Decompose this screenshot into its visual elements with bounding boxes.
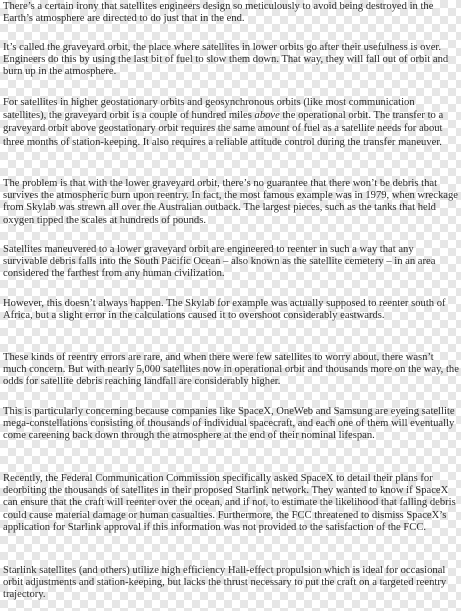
paragraph-graveyard-orbit: It’s called the graveyard orbit, the place where satellites in lower orbits go after their usefulness is over. Engineers do this by using the last bit of fuel to slow them down. That way, they will fall out of orbit and burn up in the atmosphere. [3,42,449,78]
paragraph-fcc: Recently, the Federal Communication Commission specifically asked SpaceX to detail their plans for deorbiting the thousands of satellites in their proposed Starlink network. They wanted to know if SpaceX can ensure that the craft will reenter over the ocean, and if not, to estimate the likelihood that falling debris could cause material damage or human casualties. Furthermore, the FCC threatened to dismiss SpaceX’s application for Starlink approval if this information was not provided to the satisfaction of the FCC. [3,473,456,533]
paragraph-skylab-error: However, this doesn’t always happen. The Skylab for example was actually supposed to reenter south of Africa, but a slight error in the calculations caused it to overshoot considerably eastwards. [3,298,446,322]
paragraph-geostationary-end: the operational orbit. The transfer to a graveyard orbit above geostationary orbit requires the same amount of fuel as a satellite needs for about three months of station-keeping. It also requires a reliable attitude control during the transfer maneuver. [3,110,444,148]
paragraph-geostationary [3,96,459,149]
paragraph-reentry-errors: These kinds of reentry errors are rare, and when there were few satellites to worry about, there wasn’t much concern. But with nearly 5,000 satellites now in operational orbit and thousands more on the way, the odds for satellite debris reaching landfall are considerably higher. [3,352,459,388]
paragraph-geostationary-start: For satellites in higher geostationary orbits and geosynchronous orbits (like most communication satellites), the graveyard orbit is a couple of hundred miles [3,97,415,122]
paragraph-skylab-debris: The problem is that with the lower graveyard orbit, there’s no guarantee that there won’t be debris that survives the atmospheric burn upon reentry. In fact, the most famous example was in 1979, when wreckage from Skylab was strewn all over the Australian outback. The largest pieces, such as the tanks that held oxygen tipped the scales at hundreds of pounds. [3,178,459,226]
paragraph-starlink-propulsion: Starlink satellites (and others) utilize high efficiency Hall-effect propulsion which is ideal for occasional orbit adjustments and station-keeping, but lacks the thrust necessary to put the craft on a targeted reentry trajectory. [3,565,447,601]
paragraph-satellite-cemetery: Satellites maneuvered to a lower graveyard orbit are engineered to reenter in such a way that any survivable debris falls into the South Pacific Ocean – also known as the satellite cemetery – in an area considered the farthest from any human civilization. [3,244,436,280]
emphasis-above: above [254,110,280,122]
article-document [3,0,459,611]
paragraph-irony: There’s a certain irony that satellites engineers design so meticulously to avoid being destroyed in the Earth’s atmosphere are directed to do just that in the end. [3,1,434,25]
paragraph-mega-constellations: This is particularly concerning because companies like SpaceX, OneWeb and Samsung are eyeing satellite mega-constellations consisting of thousands of individual spacecraft, and each one of them will eventually come careening back down through the atmosphere at the end of their nominal lifespan. [3,406,455,442]
